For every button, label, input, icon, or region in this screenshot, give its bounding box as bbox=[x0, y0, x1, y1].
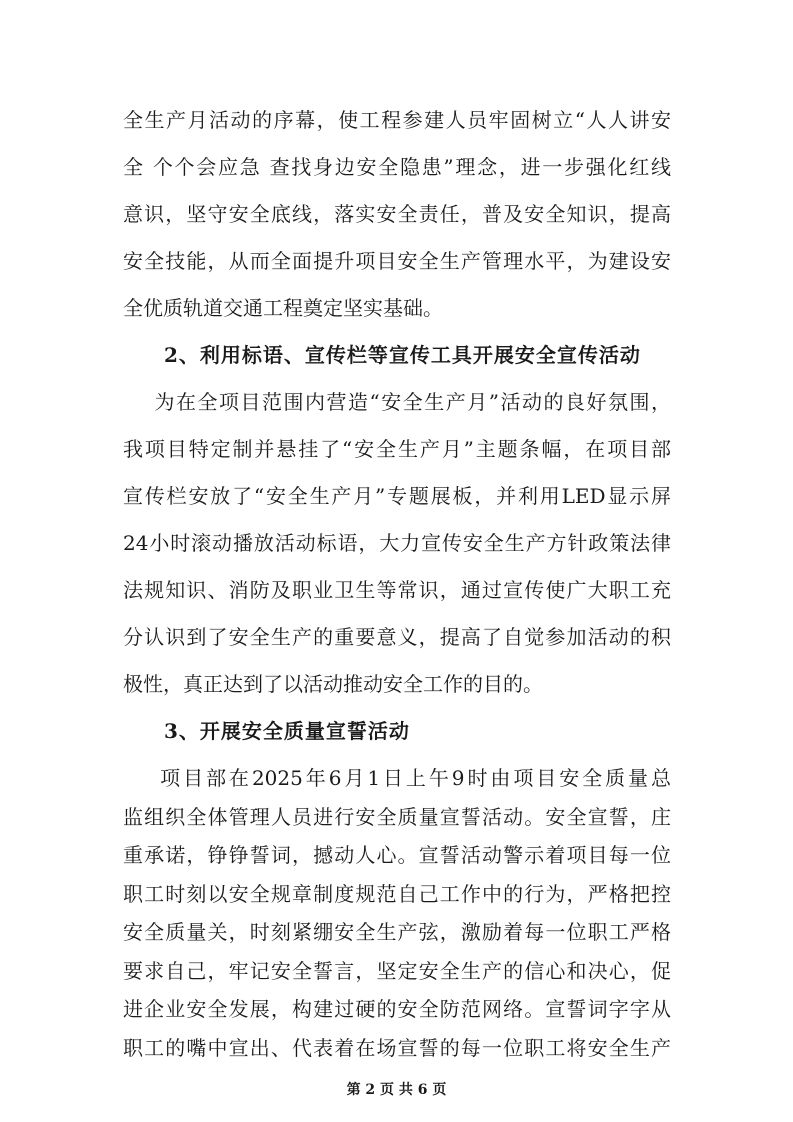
paragraph-line: 分认识到了安全生产的重要意义，提高了自觉参加活动的积 bbox=[123, 625, 671, 649]
paragraph-line: 全 个个会应急 查找身边安全隐患”理念，进一步强化红线 bbox=[123, 155, 671, 179]
paragraph-line: 极性，真正达到了以活动推动安全工作的目的。 bbox=[123, 672, 543, 696]
paragraph-line: 重承诺，铮铮誓词，撼动人心。宣誓活动警示着项目每一位 bbox=[123, 843, 671, 867]
section-heading-2: 2、利用标语、宣传栏等宣传工具开展安全宣传活动 bbox=[164, 343, 641, 367]
paragraph-line: 职工时刻以安全规章制度规范自己工作中的行为，严格把控 bbox=[123, 881, 671, 906]
paragraph-line: 宣传栏安放了“安全生产月”专题展板，并利用LED显示屏 bbox=[123, 484, 671, 508]
paragraph-line: 安全技能，从而全面提升项目安全生产管理水平，为建设安 bbox=[123, 249, 671, 273]
paragraph-line: 我项目特定制并悬挂了“安全生产月”主题条幅，在项目部 bbox=[123, 437, 671, 461]
paragraph-line: 要求自己，牢记安全誓言，坚定安全生产的信心和决心，促 bbox=[123, 958, 671, 983]
paragraph-line: 为在全项目范围内营造“安全生产月”活动的良好氛围， bbox=[123, 390, 671, 414]
paragraph-line: 进企业安全发展，构建过硬的安全防范网络。宣誓词字字从 bbox=[123, 997, 671, 1021]
paragraph-line: 全生产月活动的序幕，使工程参建人员牢固树立“人人讲安 bbox=[123, 108, 671, 132]
paragraph-line: 监组织全体管理人员进行安全质量宣誓活动。安全宣誓，庄 bbox=[123, 804, 671, 829]
paragraph-line: 法规知识、消防及职业卫生等常识，通过宣传使广大职工充 bbox=[123, 578, 671, 602]
page-footer: 第 2 页 共 6 页 bbox=[346, 1082, 447, 1098]
section-heading-3: 3、开展安全质量宣誓活动 bbox=[164, 719, 410, 743]
paragraph-line: 职工的嘴中宣出、代表着在场宣誓的每一位职工将安全生产 bbox=[123, 1035, 671, 1060]
paragraph-line: 项目部在2025年6月1日上午9时由项目安全质量总 bbox=[123, 766, 671, 790]
paragraph-line: 意识，坚守安全底线，落实安全责任，普及安全知识，提高 bbox=[123, 202, 671, 226]
paragraph-line: 全优质轨道交通工程奠定坚实基础。 bbox=[123, 296, 443, 320]
paragraph-line: 安全质量关，时刻紧绷安全生产弦，激励着每一位职工严格 bbox=[123, 920, 671, 944]
paragraph-line: 24小时滚动播放活动标语，大力宣传安全生产方针政策法律 bbox=[123, 531, 671, 555]
